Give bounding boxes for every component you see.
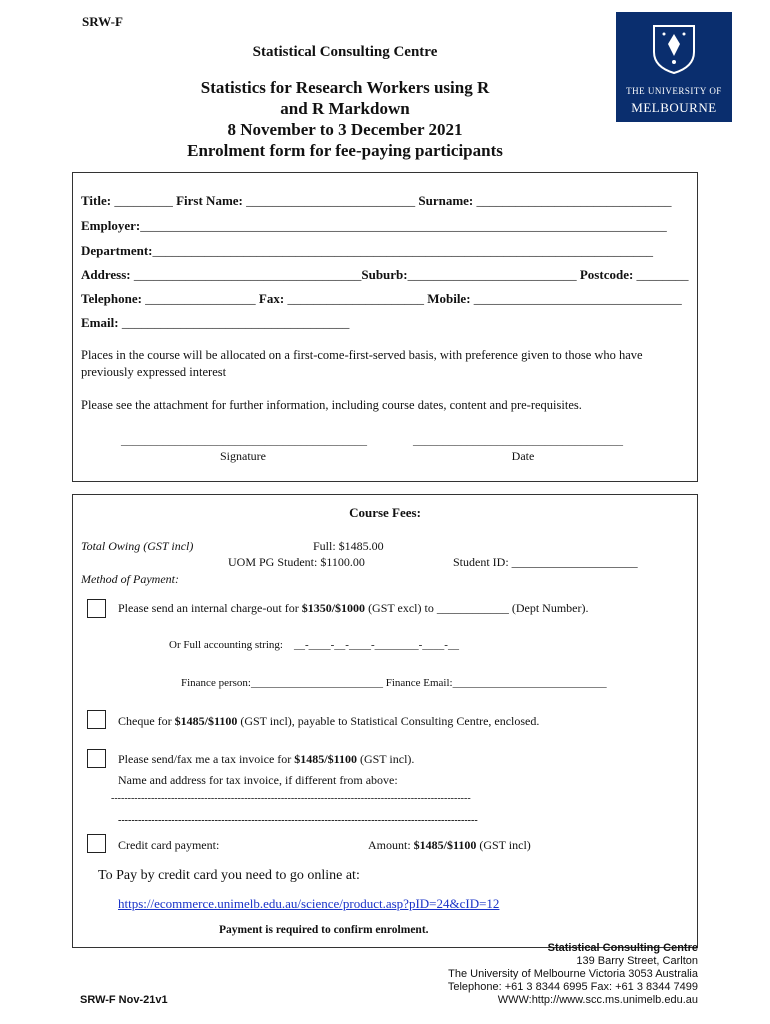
row-email bbox=[81, 315, 349, 331]
allocation-paragraph: Places in the course will be allocated on a first-come-first-served basis, with preference given to those who have previously expressed interest bbox=[81, 348, 643, 379]
first-name-label: First Name: bbox=[176, 193, 243, 208]
fax-field[interactable]: _____________________ bbox=[287, 291, 424, 306]
course-dates: 8 November to 3 December 2021 bbox=[227, 120, 463, 139]
surname-label: Surname: bbox=[418, 193, 474, 208]
title-field[interactable]: _________ bbox=[114, 193, 173, 208]
accounting-string-label: Or Full accounting string: bbox=[169, 639, 283, 651]
title-label: Title: bbox=[81, 193, 112, 208]
footer-www[interactable]: WWW:http://www.scc.ms.unimelb.edu.au bbox=[497, 994, 698, 1006]
email-field[interactable]: ___________________________________ bbox=[121, 315, 350, 330]
logo-line1: THE UNIVERSITY OF bbox=[626, 86, 722, 96]
department-field[interactable]: _____________________________________________________________________________ bbox=[152, 243, 653, 258]
opt2-amount: $1485/$1100 bbox=[174, 714, 238, 728]
form-subtitle: Enrolment form for fee-paying participants bbox=[187, 141, 503, 160]
finance-person-label: Finance person: bbox=[181, 677, 251, 689]
internal-chargeout-text bbox=[118, 601, 588, 616]
student-id-field[interactable]: _____________________ bbox=[511, 555, 638, 569]
row-phone bbox=[81, 291, 682, 307]
row-address bbox=[81, 267, 689, 283]
department-label: Department: bbox=[81, 243, 153, 258]
crest-icon bbox=[650, 22, 698, 74]
internal-chargeout-checkbox[interactable] bbox=[87, 599, 106, 618]
row-employer bbox=[81, 218, 667, 234]
credit-card-checkbox[interactable] bbox=[87, 834, 106, 853]
course-fees-box bbox=[72, 494, 698, 948]
suburb-field[interactable]: __________________________ bbox=[407, 267, 577, 282]
finance-person-field[interactable]: ________________________ bbox=[250, 677, 383, 689]
payment-link[interactable]: https://ecommerce.unimelb.edu.au/science/product.asp?pID=24&cID=12 bbox=[118, 896, 500, 911]
address-field[interactable]: ___________________________________ bbox=[133, 267, 362, 282]
method-of-payment-label: Method of Payment: bbox=[81, 572, 179, 586]
tax-invoice-address-line1[interactable]: ------------------------------------------------------------------------------------------------------------ bbox=[111, 793, 471, 804]
course-title-line2: and R Markdown bbox=[280, 99, 410, 118]
personal-details-box bbox=[72, 172, 698, 482]
attachment-paragraph: Please see the attachment for further information, including course dates, content and pre-requisites. bbox=[81, 398, 582, 412]
pg-fee: UOM PG Student: $1100.00 bbox=[228, 555, 365, 569]
signature-field[interactable]: _________________________________________ bbox=[121, 433, 367, 447]
total-owing-label: Total Owing (GST incl) bbox=[81, 539, 194, 553]
course-title-line1: Statistics for Research Workers using R bbox=[200, 78, 490, 97]
opt1-amount: $1350/$1000 bbox=[301, 601, 366, 615]
online-payment-text: To Pay by credit card you need to go online at: bbox=[98, 868, 360, 883]
payment-required-note: Payment is required to confirm enrolment. bbox=[219, 924, 429, 936]
centre-name: Statistical Consulting Centre bbox=[252, 44, 438, 60]
tax-invoice-address-line2[interactable]: ------------------------------------------------------------------------------------------------------------ bbox=[118, 815, 478, 826]
mobile-field[interactable]: ________________________________ bbox=[473, 291, 682, 306]
signature-label: Signature bbox=[220, 449, 266, 463]
dept-number-field[interactable]: ____________ bbox=[436, 601, 509, 615]
finance-email-field[interactable]: ____________________________ bbox=[452, 677, 607, 689]
opt3-suffix: (GST incl). bbox=[359, 752, 415, 766]
opt1-suffix: (GST excl) to bbox=[368, 601, 434, 615]
postcode-label: Postcode: bbox=[579, 267, 634, 282]
logo-line2: MELBOURNE bbox=[631, 100, 717, 115]
university-logo bbox=[616, 12, 732, 122]
date-label: Date bbox=[511, 449, 535, 463]
mobile-label: Mobile: bbox=[427, 291, 471, 306]
opt3-amount: $1485/$1100 bbox=[294, 752, 357, 766]
student-id-row bbox=[453, 555, 638, 570]
opt1-end: (Dept Number). bbox=[511, 601, 589, 615]
tax-invoice-checkbox[interactable] bbox=[87, 749, 106, 768]
finance-email-label: Finance Email: bbox=[385, 677, 453, 689]
accounting-string-row bbox=[169, 639, 459, 651]
surname-field[interactable]: ______________________________ bbox=[476, 193, 672, 208]
fees-heading: Course Fees: bbox=[349, 505, 421, 520]
row-department bbox=[81, 243, 653, 259]
credit-card-amount bbox=[368, 838, 531, 853]
footer-street: 139 Barry Street, Carlton bbox=[576, 955, 698, 967]
footer-contact bbox=[380, 942, 698, 1007]
footer-centre: Statistical Consulting Centre bbox=[547, 942, 698, 954]
opt4-amount: $1485/$1100 bbox=[413, 838, 477, 852]
finance-row bbox=[181, 677, 607, 689]
full-fee: Full: $1485.00 bbox=[313, 539, 384, 553]
employer-label: Employer: bbox=[81, 218, 141, 233]
form-code-top: SRW-F bbox=[82, 14, 123, 29]
telephone-label: Telephone: bbox=[81, 291, 142, 306]
footer-form-code: SRW-F Nov-21v1 bbox=[80, 994, 168, 1006]
postcode-field[interactable]: ________ bbox=[636, 267, 689, 282]
footer-phone: Telephone: +61 3 8344 6995 Fax: +61 3 8344 7499 bbox=[447, 981, 698, 993]
opt2-suffix: (GST incl), payable to Statistical Consulting Centre, enclosed. bbox=[240, 714, 540, 728]
opt1-prefix: Please send an internal charge-out for bbox=[118, 601, 299, 615]
opt4-suffix: (GST incl) bbox=[479, 838, 531, 852]
student-id-label: Student ID: bbox=[453, 555, 509, 569]
opt3-prefix: Please send/fax me a tax invoice for bbox=[118, 752, 292, 766]
document-header bbox=[100, 40, 590, 161]
cheque-text bbox=[118, 714, 539, 729]
employer-field[interactable]: _________________________________________________________________________________ bbox=[140, 218, 667, 233]
tax-invoice-text bbox=[118, 752, 414, 767]
fax-label: Fax: bbox=[258, 291, 285, 306]
email-label: Email: bbox=[81, 315, 119, 330]
credit-card-label: Credit card payment: bbox=[118, 838, 220, 852]
date-field[interactable]: ___________________________________ bbox=[413, 433, 623, 447]
first-name-field[interactable]: __________________________ bbox=[246, 193, 416, 208]
suburb-label: Suburb: bbox=[361, 267, 408, 282]
opt2-prefix: Cheque for bbox=[118, 714, 172, 728]
address-label: Address: bbox=[81, 267, 131, 282]
footer-university: The University of Melbourne Victoria 3053 Australia bbox=[448, 968, 698, 980]
accounting-string-field[interactable]: __-____-__-____-________-____-__ bbox=[293, 639, 459, 651]
row-title-name bbox=[81, 193, 672, 209]
cheque-checkbox[interactable] bbox=[87, 710, 106, 729]
tax-invoice-note: Name and address for tax invoice, if different from above: bbox=[118, 773, 398, 787]
telephone-field[interactable]: _________________ bbox=[145, 291, 256, 306]
amount-label: Amount: bbox=[368, 838, 411, 852]
